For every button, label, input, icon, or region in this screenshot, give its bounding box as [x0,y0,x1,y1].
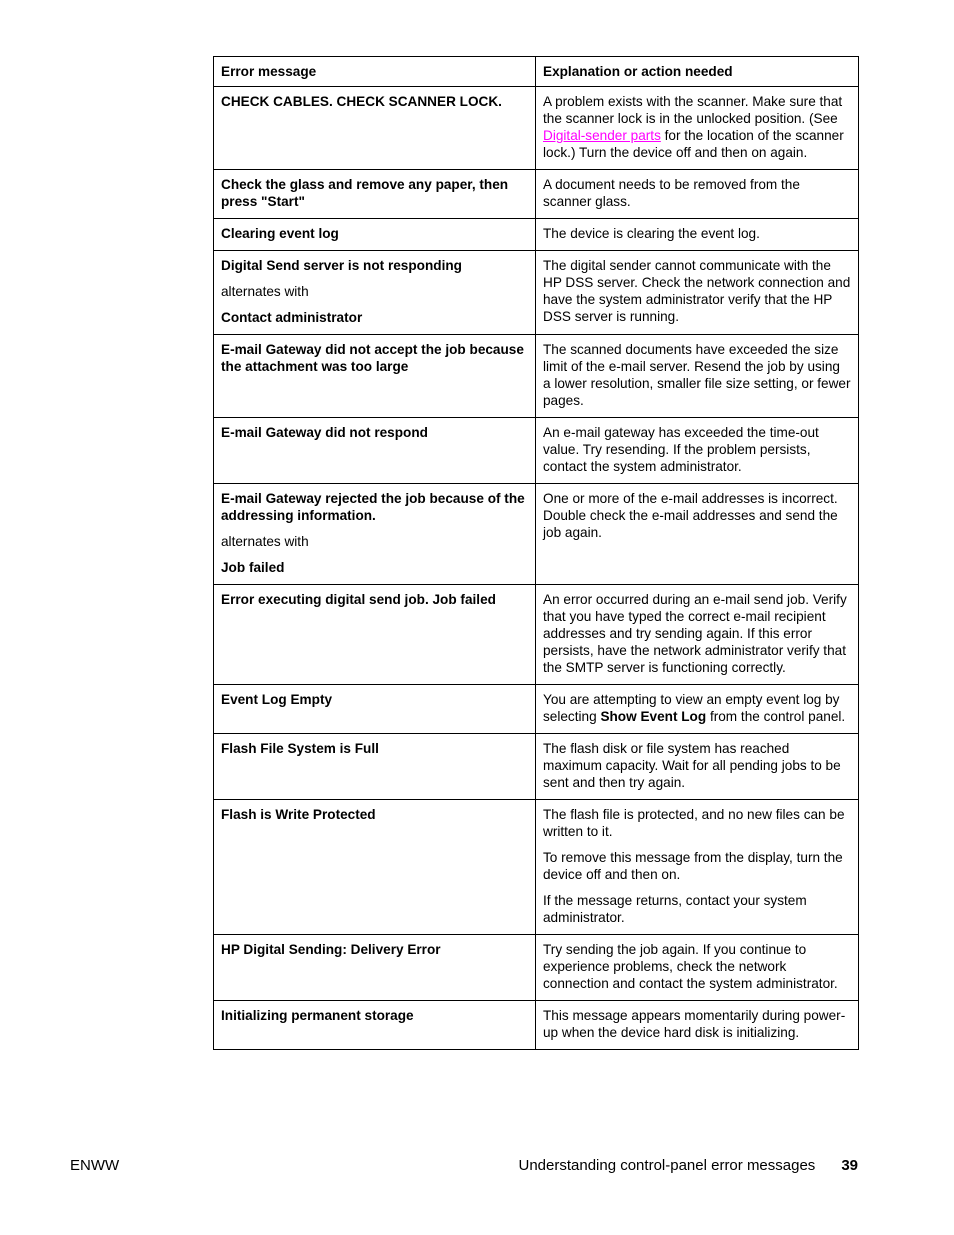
error-message-cell [214,170,536,219]
explanation-text: The flash file is protected, and no new files can be written to it. [543,807,845,839]
explanation-text-end: for the location of the scanner lock.) Turn the device off and then on again. [543,128,844,160]
table-row [214,418,859,484]
alternates-with-label: alternates with [221,284,309,299]
explanation-cell [536,219,859,251]
explanation-text: An e-mail gateway has exceeded the time-out value. Try resending. If the problem persists, contact the system administrator. [543,425,819,474]
error-message-cell [214,335,536,418]
footer-left-label: ENWW [70,1157,120,1174]
error-message-text: Error executing digital send job. Job failed [221,592,496,607]
column-header-error-message: Error message [214,57,536,87]
error-message-text: Job failed [221,560,285,575]
table-row [214,734,859,800]
page-footer [70,1157,858,1179]
table-row [214,251,859,335]
explanation-cell [536,685,859,734]
error-message-text: Digital Send server is not responding [221,258,462,273]
table-row [214,800,859,935]
error-message-text: Flash File System is Full [221,741,379,756]
table-row [214,685,859,734]
error-message-text: Clearing event log [221,226,339,241]
menu-item-name: Show Event Log [600,709,707,724]
table-row [214,170,859,219]
error-message-text: E-mail Gateway did not accept the job because the attachment was too large [221,342,524,374]
explanation-cell [536,734,859,800]
error-message-cell [214,1001,536,1050]
error-message-text: CHECK CABLES. CHECK SCANNER LOCK. [221,94,502,109]
table-row [214,87,859,170]
page-number: 39 [841,1157,858,1174]
error-message-cell [214,734,536,800]
alternates-with-label: alternates with [221,534,309,549]
table-row [214,585,859,685]
error-message-text: Initializing permanent storage [221,1008,414,1023]
error-message-text: Flash is Write Protected [221,807,376,822]
explanation-text [543,691,851,725]
explanation-text: An error occurred during an e-mail send job. Verify that you have typed the correct e-mail recipient addresses and try sending again. If this error persists, have the network administrator verify that the SMTP server is functioning correctly. [543,592,847,675]
table-row [214,219,859,251]
footer-section-title: Understanding control-panel error messages [518,1157,816,1174]
explanation-text: The device is clearing the event log. [543,226,760,241]
error-message-cell [214,484,536,585]
table-header-row [214,57,859,87]
error-message-cell [214,935,536,1001]
error-message-text: Contact administrator [221,310,363,325]
table-row [214,935,859,1001]
explanation-cell [536,170,859,219]
explanation-text-start: You are attempting to view an empty event log by selecting [543,692,840,724]
error-message-cell [214,87,536,170]
explanation-cell [536,484,859,585]
explanation-text [543,93,851,161]
explanation-cell [536,800,859,935]
explanation-cell [536,1001,859,1050]
footer-right [518,1157,858,1174]
explanation-text: If the message returns, contact your system administrator. [543,893,807,925]
explanation-cell [536,335,859,418]
digital-sender-parts-link[interactable]: Digital-sender parts [543,128,661,143]
error-message-cell [214,219,536,251]
error-message-cell [214,685,536,734]
column-header-explanation: Explanation or action needed [536,57,859,87]
error-message-cell [214,800,536,935]
table-row [214,335,859,418]
error-message-cell [214,418,536,484]
explanation-text: The flash disk or file system has reached maximum capacity. Wait for all pending jobs to be sent and then try again. [543,741,841,790]
explanation-cell [536,585,859,685]
explanation-text: The digital sender cannot communicate with the HP DSS server. Check the network connection and have the system administrator verify that the HP DSS server is running. [543,258,851,324]
error-message-text: E-mail Gateway rejected the job because of the addressing information. [221,491,525,523]
explanation-text-start: A problem exists with the scanner. Make sure that the scanner lock is in the unlocked position. (See [543,94,843,126]
explanation-text: One or more of the e-mail addresses is incorrect. Double check the e-mail addresses and send the job again. [543,491,838,540]
error-message-table [213,56,859,1050]
explanation-text: Try sending the job again. If you continue to experience problems, check the network connection and contact the system administrator. [543,942,838,991]
error-message-text: Check the glass and remove any paper, then press "Start" [221,177,509,209]
table-body [214,87,859,1050]
explanation-cell [536,418,859,484]
error-message-cell [214,251,536,335]
explanation-cell [536,935,859,1001]
error-message-text: E-mail Gateway did not respond [221,425,428,440]
table-row [214,484,859,585]
explanation-text: This message appears momentarily during power-up when the device hard disk is initializing. [543,1008,846,1040]
explanation-text: The scanned documents have exceeded the size limit of the e-mail server. Resend the job by using a lower resolution, smaller file size setting, or fewer pages. [543,342,851,408]
error-message-text: Event Log Empty [221,692,333,707]
error-message-cell [214,585,536,685]
explanation-text: A document needs to be removed from the scanner glass. [543,177,800,209]
explanation-text-end: from the control panel. [706,709,846,724]
explanation-text: To remove this message from the display, turn the device off and then on. [543,850,843,882]
explanation-cell [536,251,859,335]
error-message-text: HP Digital Sending: Delivery Error [221,942,441,957]
explanation-cell [536,87,859,170]
table-row [214,1001,859,1050]
